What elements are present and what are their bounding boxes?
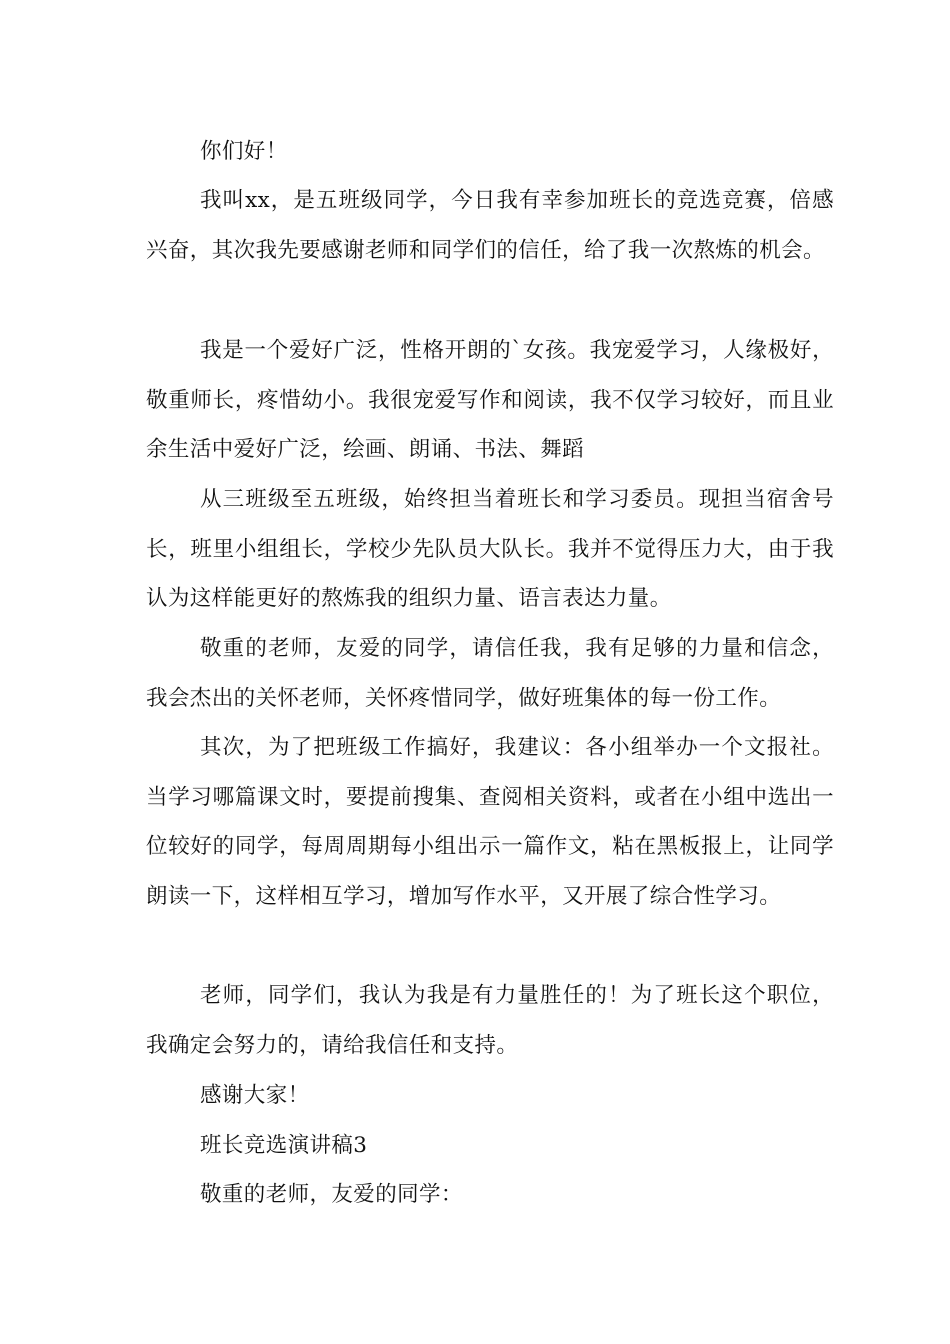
personality-paragraph: 我是一个爱好广泛，性格开朗的`女孩。我宠爱学习，人缘极好，敬重师长，疼惜幼小。我很宠爱写作和阅读，我不仅学习较好，而且业余生活中爱好广泛，绘画、朗诵、书法、舞蹈 xyxy=(146,338,834,462)
experience-paragraph: 从三班级至五班级，始终担当着班长和学习委员。现担当宿舍号长，班里小组组长，学校少先队员大队长。我并不觉得压力大，由于我认为这样能更好的熬炼我的组织力量、语言表达力量。 xyxy=(146,487,834,611)
suggestion-paragraph: 其次，为了把班级工作搞好，我建议：各小组举办一个文报社。当学习哪篇课文时，要提前搜集、查阅相关资料，或者在小组中选出一位较好的同学，每周周期每小组出示一篇作文，粘在黑板报上，让同学朗读一下，这样相互学习，增加写作水平，又开展了综合性学习。 xyxy=(146,735,834,909)
salutation-paragraph: 敬重的老师，友爱的同学： xyxy=(200,1182,463,1207)
introduction-paragraph: 我叫xx，是五班级同学，今日我有幸参加班长的竞选竞赛，倍感兴奋，其次我先要感谢老师和同学们的信任，给了我一次熬炼的机会。 xyxy=(146,188,834,263)
appeal-paragraph: 敬重的老师，友爱的同学，请信任我，我有足够的力量和信念，我会杰出的关怀老师，关怀疼惜同学，做好班集体的每一份工作。 xyxy=(146,636,834,711)
greeting-paragraph: 你们好！ xyxy=(200,139,288,164)
thanks-paragraph: 感谢大家！ xyxy=(200,1083,310,1108)
section-heading: 班长竞选演讲稿3 xyxy=(200,1133,368,1158)
closing-paragraph: 老师，同学们，我认为我是有力量胜任的！为了班长这个职位，我确定会努力的，请给我信任和支持。 xyxy=(146,983,834,1058)
